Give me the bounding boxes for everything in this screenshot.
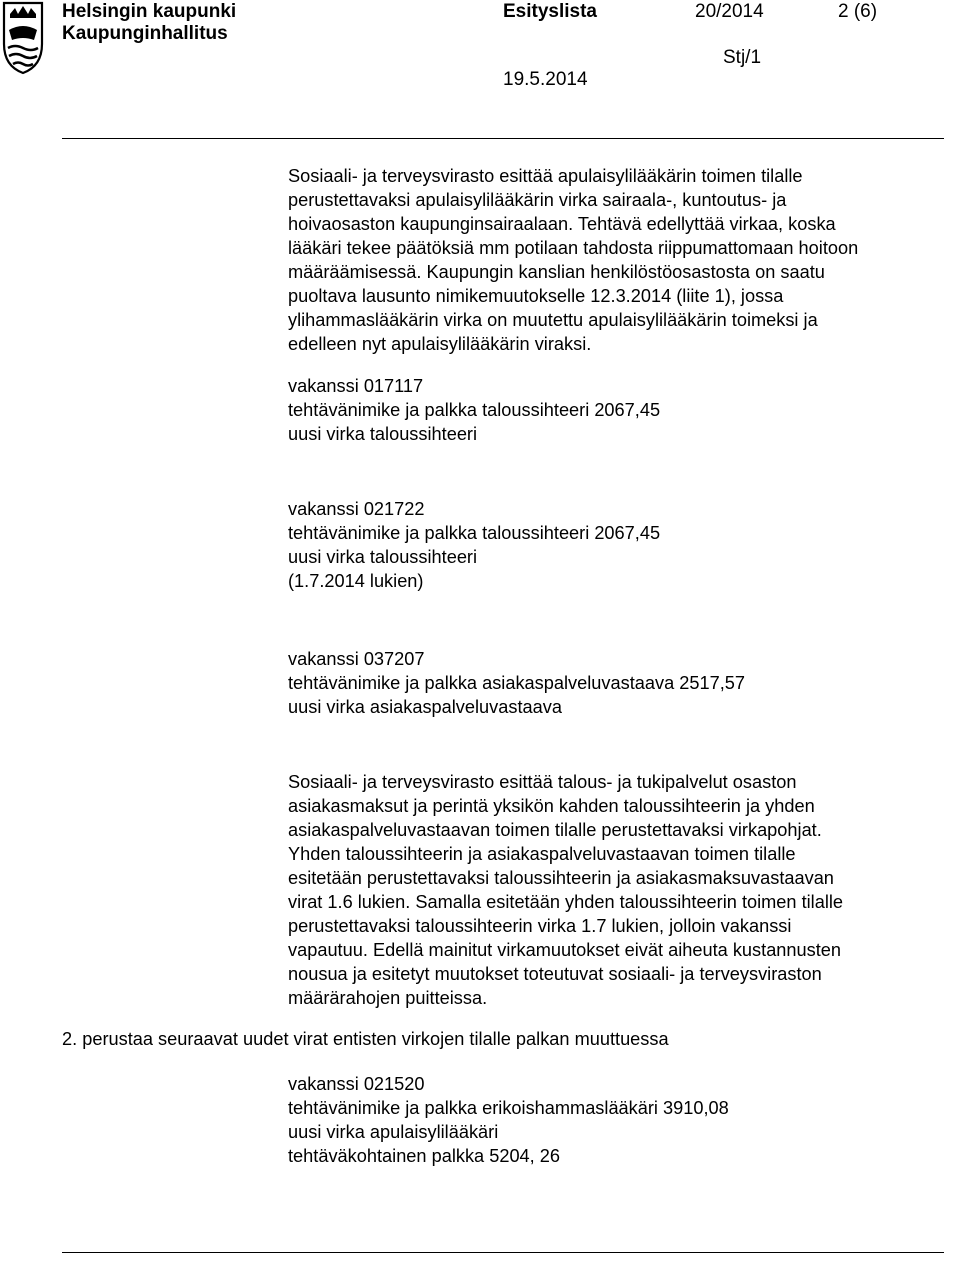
text-line: asiakasmaksut ja perintä yksikön kahden taloussihteerin ja yhden [288, 796, 815, 816]
text-line: määräämisessä. Kaupungin kanslian henkilöstöosastosta on saatu [288, 262, 825, 282]
page-number: 2 (6) [838, 1, 878, 22]
vacancy-new-post: uusi virka asiakaspalveluvastaava [288, 697, 562, 717]
body-name: Kaupunginhallitus [62, 23, 228, 44]
header-divider [62, 138, 944, 139]
vacancy-block [288, 1072, 729, 1168]
vacancy-title-salary: tehtävänimike ja palkka erikoishammaslääkäri 3910,08 [288, 1098, 729, 1118]
vacancy-new-post: uusi virka taloussihteeri [288, 547, 478, 567]
text-line: hoivaosaston kaupunginsairaalaan. Tehtävä edellyttää virkaa, koska [288, 214, 836, 234]
text-line: ylihammaslääkärin virka on muutettu apulaisylilääkärin toimeksi ja [288, 310, 818, 330]
section-code: Stj/1 [723, 47, 762, 68]
text-line: edelleen nyt apulaisylilääkärin viraksi. [288, 334, 592, 354]
text-line: esitetään perustettavaksi taloussihteerin ja asiakasmaksuvastaavan [288, 868, 834, 888]
explanation-paragraph [288, 770, 843, 1010]
vacancy-number: vakanssi 021722 [288, 499, 425, 519]
text-line: lääkäri tekee päätöksiä mm potilaan tahdosta riippumattomaan hoitoon [288, 238, 859, 258]
vacancy-effective-date: (1.7.2014 lukien) [288, 571, 424, 591]
vacancy-task-salary: tehtäväkohtainen palkka 5204, 26 [288, 1146, 561, 1166]
vacancy-title-salary: tehtävänimike ja palkka taloussihteeri 2067,45 [288, 400, 661, 420]
vacancy-block [288, 497, 660, 593]
text-line: puoltava lausunto nimikemuutokselle 12.3.2014 (liite 1), jossa [288, 286, 784, 306]
text-line: perustettavaksi taloussihteerin virka 1.7 lukien, jolloin vakanssi [288, 916, 792, 936]
text-line: määrärahojen puitteissa. [288, 988, 488, 1008]
vacancy-title-salary: tehtävänimike ja palkka taloussihteeri 2067,45 [288, 523, 661, 543]
vacancy-title-salary: tehtävänimike ja palkka asiakaspalveluvastaava 2517,57 [288, 673, 745, 693]
vacancy-new-post: uusi virka taloussihteeri [288, 424, 478, 444]
document-type: Esityslista [503, 1, 597, 22]
intro-paragraph [288, 164, 858, 356]
vacancy-number: vakanssi 037207 [288, 649, 425, 669]
vacancy-number: vakanssi 017117 [288, 376, 424, 396]
text-line: Yhden taloussihteerin ja asiakaspalveluvastaavan toimen tilalle [288, 844, 796, 864]
vacancy-number: vakanssi 021520 [288, 1074, 425, 1094]
numbered-item-2: 2. perustaa seuraavat uudet virat entisten virkojen tilalle palkan muuttuessa [62, 1029, 669, 1049]
vacancy-block [288, 374, 660, 446]
org-name: Helsingin kaupunki [62, 1, 237, 22]
text-line: Sosiaali- ja terveysvirasto esittää apulaisylilääkärin toimen tilalle [288, 166, 803, 186]
text-line: virat 1.6 lukien. Samalla esitetään yhden taloussihteerin toimen tilalle [288, 892, 844, 912]
text-line: vapautuu. Edellä mainitut virkamuutokset eivät aiheuta kustannusten [288, 940, 842, 960]
vacancy-new-post: uusi virka apulaisylilääkäri [288, 1122, 499, 1142]
text-line: asiakaspalveluvastaavan toimen tilalle perustettavaksi virkapohjat. [288, 820, 822, 840]
meeting-date: 19.5.2014 [503, 69, 588, 90]
text-line: Sosiaali- ja terveysvirasto esittää talous- ja tukipalvelut osaston [288, 772, 797, 792]
footer-divider [62, 1252, 944, 1253]
meeting-number: 20/2014 [695, 1, 764, 22]
text-line: nousua ja esitetyt muutokset toteutuvat sosiaali- ja terveysviraston [288, 964, 822, 984]
helsinki-crest-icon [0, 0, 46, 76]
vacancy-block [288, 647, 745, 719]
text-line: perustettavaksi apulaisylilääkärin virka sairaala-, kuntoutus- ja [288, 190, 787, 210]
